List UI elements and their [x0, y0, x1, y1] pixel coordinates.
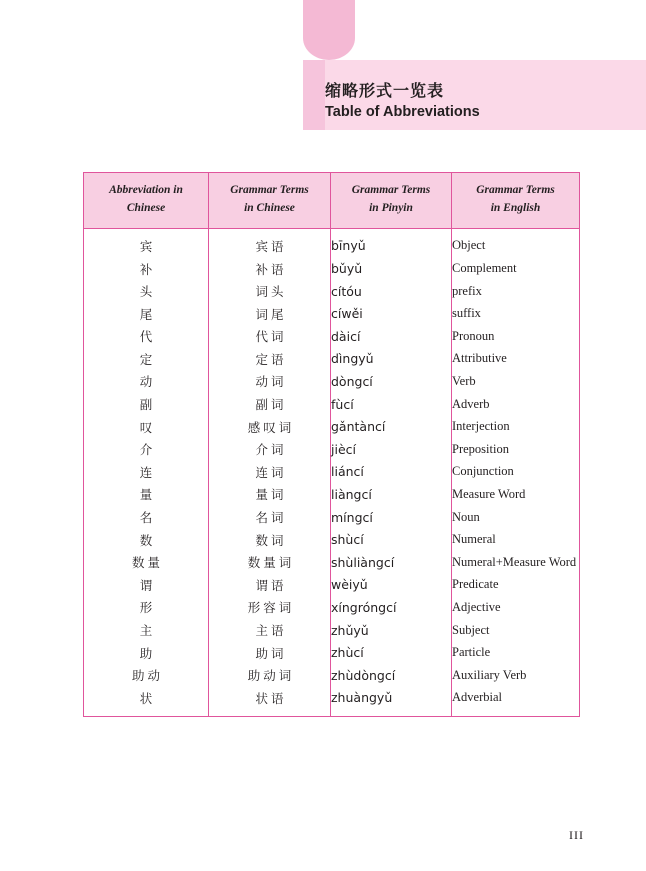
- table-row: [84, 461, 580, 484]
- cell-term-chinese: 数词: [209, 528, 331, 551]
- cell-abbreviation: 尾: [84, 302, 209, 325]
- cell-term-pinyin: liáncí: [331, 461, 452, 484]
- cell-abbreviation: 数: [84, 528, 209, 551]
- cell-abbreviation: 叹: [84, 415, 209, 438]
- cell-term-english: Adjective: [452, 596, 580, 619]
- cell-term-chinese: 感叹词: [209, 415, 331, 438]
- cell-term-chinese: 副词: [209, 393, 331, 416]
- cell-term-english: Particle: [452, 641, 580, 664]
- cell-term-chinese: 代词: [209, 325, 331, 348]
- cell-term-chinese: 连词: [209, 461, 331, 484]
- table-row: [84, 619, 580, 642]
- cell-term-pinyin: dòngcí: [331, 370, 452, 393]
- table-row: [84, 348, 580, 371]
- header-decorative-band-accent: [303, 60, 325, 130]
- abbreviations-table: [83, 172, 580, 717]
- cell-abbreviation: 定: [84, 348, 209, 371]
- column-header-line1: Grammar Terms: [230, 184, 309, 196]
- table-row: [84, 574, 580, 597]
- cell-term-english: Subject: [452, 619, 580, 642]
- cell-term-english: Adverbial: [452, 687, 580, 717]
- cell-term-chinese: 助动词: [209, 664, 331, 687]
- table-row: [84, 551, 580, 574]
- cell-term-chinese: 动词: [209, 370, 331, 393]
- table-row: [84, 370, 580, 393]
- column-header-line1: Grammar Terms: [476, 184, 555, 196]
- table-header: [84, 173, 580, 229]
- column-header-terms-chinese: [209, 173, 331, 229]
- column-header-terms-pinyin: [331, 173, 452, 229]
- cell-term-pinyin: bǔyǔ: [331, 257, 452, 280]
- column-header-line2: Chinese: [126, 201, 166, 214]
- cell-term-english: Attributive: [452, 348, 580, 371]
- table-row: [84, 438, 580, 461]
- table-row: [84, 641, 580, 664]
- cell-abbreviation: 数量: [84, 551, 209, 574]
- cell-term-english: Conjunction: [452, 461, 580, 484]
- cell-term-pinyin: shùliàngcí: [331, 551, 452, 574]
- cell-abbreviation: 主: [84, 619, 209, 642]
- table-row: [84, 483, 580, 506]
- table-row: [84, 596, 580, 619]
- cell-term-chinese: 状语: [209, 687, 331, 717]
- column-header-line2: in Chinese: [244, 201, 295, 214]
- cell-abbreviation: 助: [84, 641, 209, 664]
- cell-term-english: Measure Word: [452, 483, 580, 506]
- cell-abbreviation: 副: [84, 393, 209, 416]
- table-row: [84, 528, 580, 551]
- cell-term-pinyin: fùcí: [331, 393, 452, 416]
- cell-term-english: Noun: [452, 506, 580, 529]
- cell-term-english: Complement: [452, 257, 580, 280]
- cell-term-chinese: 介词: [209, 438, 331, 461]
- abbreviations-table-container: [83, 172, 579, 717]
- cell-term-pinyin: zhǔyǔ: [331, 619, 452, 642]
- page-title-english: Table of Abbreviations: [325, 104, 480, 120]
- cell-term-english: Adverb: [452, 393, 580, 416]
- cell-abbreviation: 连: [84, 461, 209, 484]
- cell-term-pinyin: míngcí: [331, 506, 452, 529]
- cell-abbreviation: 谓: [84, 574, 209, 597]
- cell-term-pinyin: xíngróngcí: [331, 596, 452, 619]
- column-header-line1: Abbreviation in: [109, 184, 183, 196]
- cell-abbreviation: 补: [84, 257, 209, 280]
- cell-term-pinyin: zhùcí: [331, 641, 452, 664]
- cell-term-chinese: 量词: [209, 483, 331, 506]
- cell-term-english: Auxiliary Verb: [452, 664, 580, 687]
- cell-term-english: Numeral+Measure Word: [452, 551, 580, 574]
- column-header-line2: in Pinyin: [369, 201, 413, 214]
- cell-term-chinese: 词尾: [209, 302, 331, 325]
- cell-term-pinyin: zhùdòngcí: [331, 664, 452, 687]
- cell-term-chinese: 词头: [209, 280, 331, 303]
- cell-term-pinyin: dìngyǔ: [331, 348, 452, 371]
- table-row: [84, 302, 580, 325]
- column-header-terms-english: [452, 173, 580, 229]
- cell-term-english: Numeral: [452, 528, 580, 551]
- cell-abbreviation: 名: [84, 506, 209, 529]
- cell-term-chinese: 形容词: [209, 596, 331, 619]
- cell-term-chinese: 主语: [209, 619, 331, 642]
- cell-term-pinyin: shùcí: [331, 528, 452, 551]
- page-number: III: [569, 828, 584, 842]
- cell-term-pinyin: dàicí: [331, 325, 452, 348]
- table-row: [84, 664, 580, 687]
- cell-term-english: Verb: [452, 370, 580, 393]
- cell-term-pinyin: jiècí: [331, 438, 452, 461]
- cell-abbreviation: 状: [84, 687, 209, 717]
- cell-term-pinyin: bīnyǔ: [331, 228, 452, 257]
- cell-term-chinese: 谓语: [209, 574, 331, 597]
- cell-abbreviation: 头: [84, 280, 209, 303]
- page-title-chinese: 缩略形式一览表: [325, 81, 445, 100]
- cell-term-chinese: 助词: [209, 641, 331, 664]
- cell-term-pinyin: zhuàngyǔ: [331, 687, 452, 717]
- cell-term-english: Preposition: [452, 438, 580, 461]
- cell-term-chinese: 数量词: [209, 551, 331, 574]
- table-header-row: [84, 173, 580, 229]
- column-header-line2: in English: [490, 201, 541, 214]
- cell-term-chinese: 宾语: [209, 228, 331, 257]
- table-row: [84, 228, 580, 257]
- cell-abbreviation: 形: [84, 596, 209, 619]
- table-row: [84, 325, 580, 348]
- cell-term-english: Interjection: [452, 415, 580, 438]
- table-body: [84, 228, 580, 716]
- cell-term-english: suffix: [452, 302, 580, 325]
- cell-term-pinyin: cíwěi: [331, 302, 452, 325]
- cell-term-english: prefix: [452, 280, 580, 303]
- cell-abbreviation: 动: [84, 370, 209, 393]
- column-header-abbreviation-chinese: [84, 173, 209, 229]
- table-row: [84, 257, 580, 280]
- header-decorative-tab: [303, 0, 355, 60]
- cell-abbreviation: 代: [84, 325, 209, 348]
- table-row: [84, 415, 580, 438]
- cell-term-chinese: 定语: [209, 348, 331, 371]
- cell-term-english: Predicate: [452, 574, 580, 597]
- cell-term-chinese: 补语: [209, 257, 331, 280]
- cell-abbreviation: 介: [84, 438, 209, 461]
- cell-term-pinyin: wèiyǔ: [331, 574, 452, 597]
- cell-abbreviation: 助动: [84, 664, 209, 687]
- cell-term-pinyin: gǎntàncí: [331, 415, 452, 438]
- table-row: [84, 280, 580, 303]
- cell-term-pinyin: cítóu: [331, 280, 452, 303]
- column-header-line1: Grammar Terms: [351, 184, 431, 196]
- cell-abbreviation: 量: [84, 483, 209, 506]
- cell-term-english: Pronoun: [452, 325, 580, 348]
- cell-term-chinese: 名词: [209, 506, 331, 529]
- cell-abbreviation: 宾: [84, 228, 209, 257]
- table-row: [84, 393, 580, 416]
- table-row: [84, 506, 580, 529]
- cell-term-english: Object: [452, 228, 580, 257]
- table-row: [84, 687, 580, 717]
- cell-term-pinyin: liàngcí: [331, 483, 452, 506]
